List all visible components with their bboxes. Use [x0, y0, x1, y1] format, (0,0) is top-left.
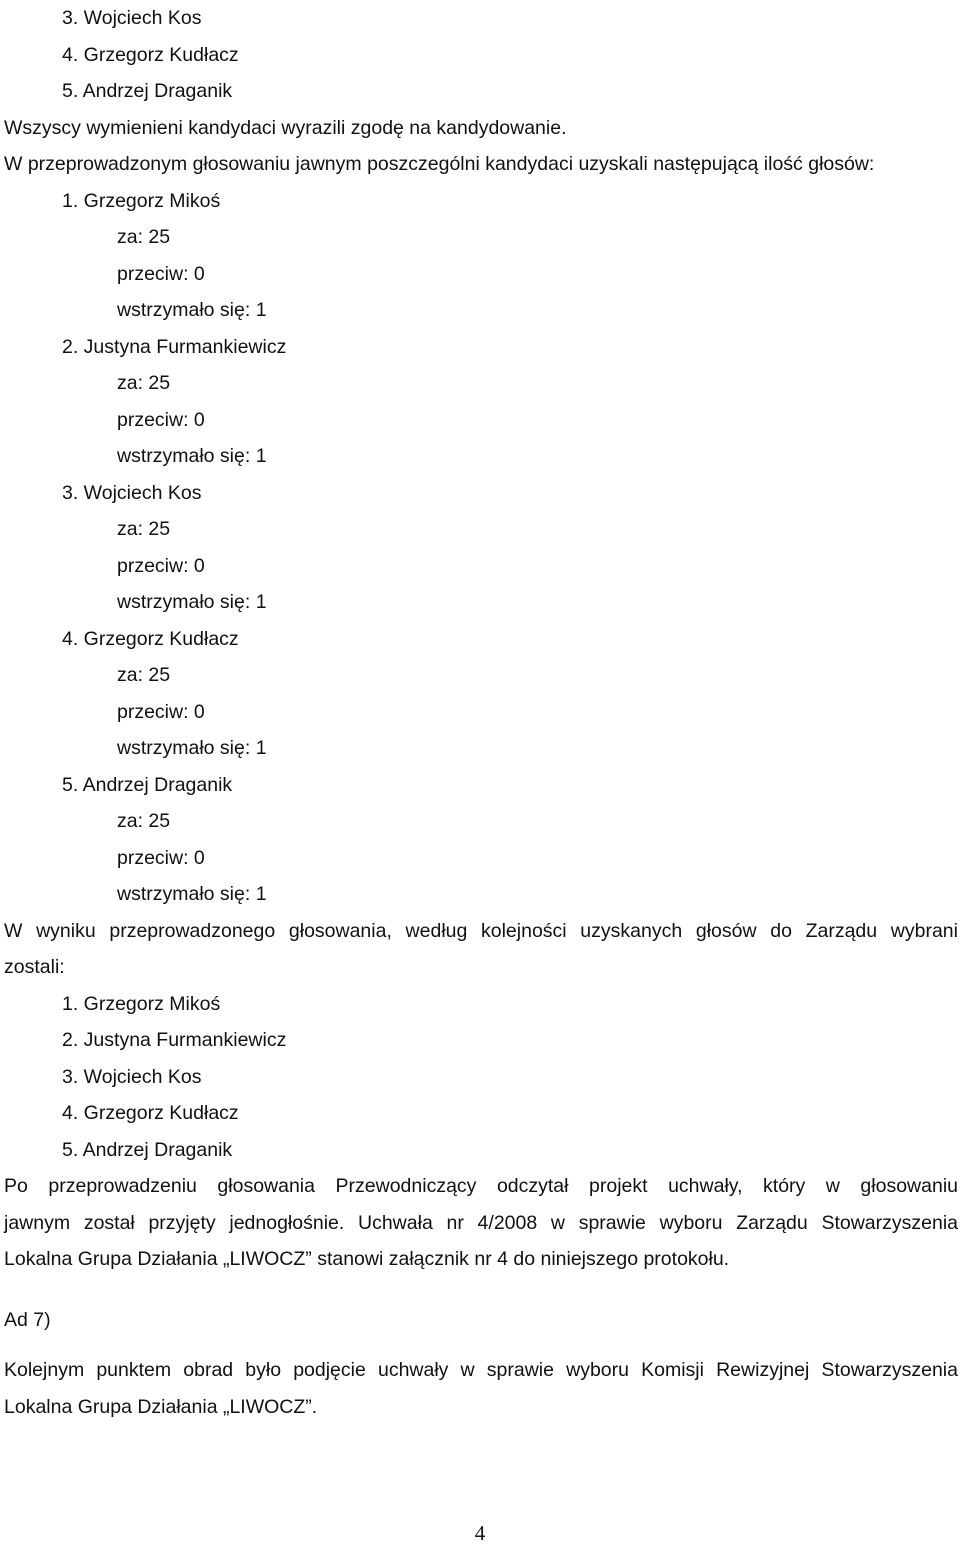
- candidate-name: 1. Grzegorz Mikoś: [62, 189, 221, 212]
- candidate-result: [4, 475, 958, 621]
- next-point-paragraph-line: Lokalna Grupa Działania „LIWOCZ”.: [4, 1395, 318, 1418]
- candidate-list-item: 4. Grzegorz Kudłacz: [62, 43, 239, 66]
- elected-list-item: 3. Wojciech Kos: [62, 1065, 202, 1088]
- resolution-paragraph-line: Po przeprowadzeniu głosowania Przewodniczący odczytał projekt uchwały, który w głosowaniu: [4, 1175, 958, 1197]
- candidate-result: [4, 183, 958, 329]
- candidate-result: [4, 767, 958, 913]
- candidate-name: 5. Andrzej Draganik: [62, 773, 233, 796]
- votes-for: za: 25: [117, 518, 171, 540]
- votes-for: za: 25: [117, 226, 171, 248]
- resolution-paragraph-line: jawnym został przyjęty jednogłośnie. Uchwała nr 4/2008 w sprawie wyboru Zarządu Stowarzyszenia: [4, 1211, 958, 1234]
- votes-for: za: 25: [117, 810, 171, 832]
- votes-abstained: wstrzymało się: 1: [117, 883, 267, 905]
- elected-list-item: 2. Justyna Furmankiewicz: [62, 1029, 287, 1051]
- votes-against: przeciw: 0: [117, 846, 205, 869]
- elected-list-item: 5. Andrzej Draganik: [62, 1138, 233, 1161]
- candidate-list-item: 5. Andrzej Draganik: [62, 80, 233, 102]
- result-paragraph-line: W wyniku przeprowadzonego głosowania, według kolejności uzyskanych głosów do Zarządu wybrani: [4, 919, 958, 942]
- elected-list-item: 4. Grzegorz Kudłacz: [62, 1102, 239, 1124]
- votes-abstained: wstrzymało się: 1: [117, 299, 267, 321]
- consent-paragraph: Wszyscy wymienieni kandydaci wyrazili zgodę na kandydowanie.: [4, 116, 567, 139]
- candidate-name: 4. Grzegorz Kudłacz: [62, 627, 239, 650]
- votes-for: za: 25: [117, 372, 171, 394]
- votes-against: przeciw: 0: [117, 554, 205, 577]
- candidate-list-item: 3. Wojciech Kos: [62, 7, 202, 29]
- votes-against: przeciw: 0: [117, 408, 205, 431]
- elected-list: [4, 986, 958, 1169]
- section-heading: Ad 7): [4, 1308, 51, 1331]
- candidate-result: [4, 329, 958, 475]
- votes-abstained: wstrzymało się: 1: [117, 737, 267, 759]
- resolution-paragraph-line: Lokalna Grupa Działania „LIWOCZ” stanowi załącznik nr 4 do niniejszego protokołu.: [4, 1248, 730, 1270]
- page-number: 4: [474, 1521, 486, 1545]
- votes-for: za: 25: [117, 664, 171, 686]
- votes-against: przeciw: 0: [117, 262, 205, 285]
- vote-intro-paragraph: W przeprowadzonym głosowaniu jawnym poszczególni kandydaci uzyskali następującą ilość głosów:: [4, 153, 875, 175]
- elected-list-item: 1. Grzegorz Mikoś: [62, 992, 221, 1015]
- result-paragraph-line: zostali:: [4, 956, 65, 978]
- next-point-paragraph-line: Kolejnym punktem obrad było podjęcie uchwały w sprawie wyboru Komisji Rewizyjnej Stowarzyszenia: [4, 1359, 958, 1381]
- vote-results: [4, 183, 958, 913]
- votes-against: przeciw: 0: [117, 700, 205, 723]
- votes-abstained: wstrzymało się: 1: [117, 445, 267, 467]
- candidate-result: [4, 621, 958, 767]
- votes-abstained: wstrzymało się: 1: [117, 591, 267, 613]
- document-body: [4, 0, 958, 1425]
- candidate-name: 2. Justyna Furmankiewicz: [62, 335, 287, 358]
- candidate-name: 3. Wojciech Kos: [62, 481, 202, 504]
